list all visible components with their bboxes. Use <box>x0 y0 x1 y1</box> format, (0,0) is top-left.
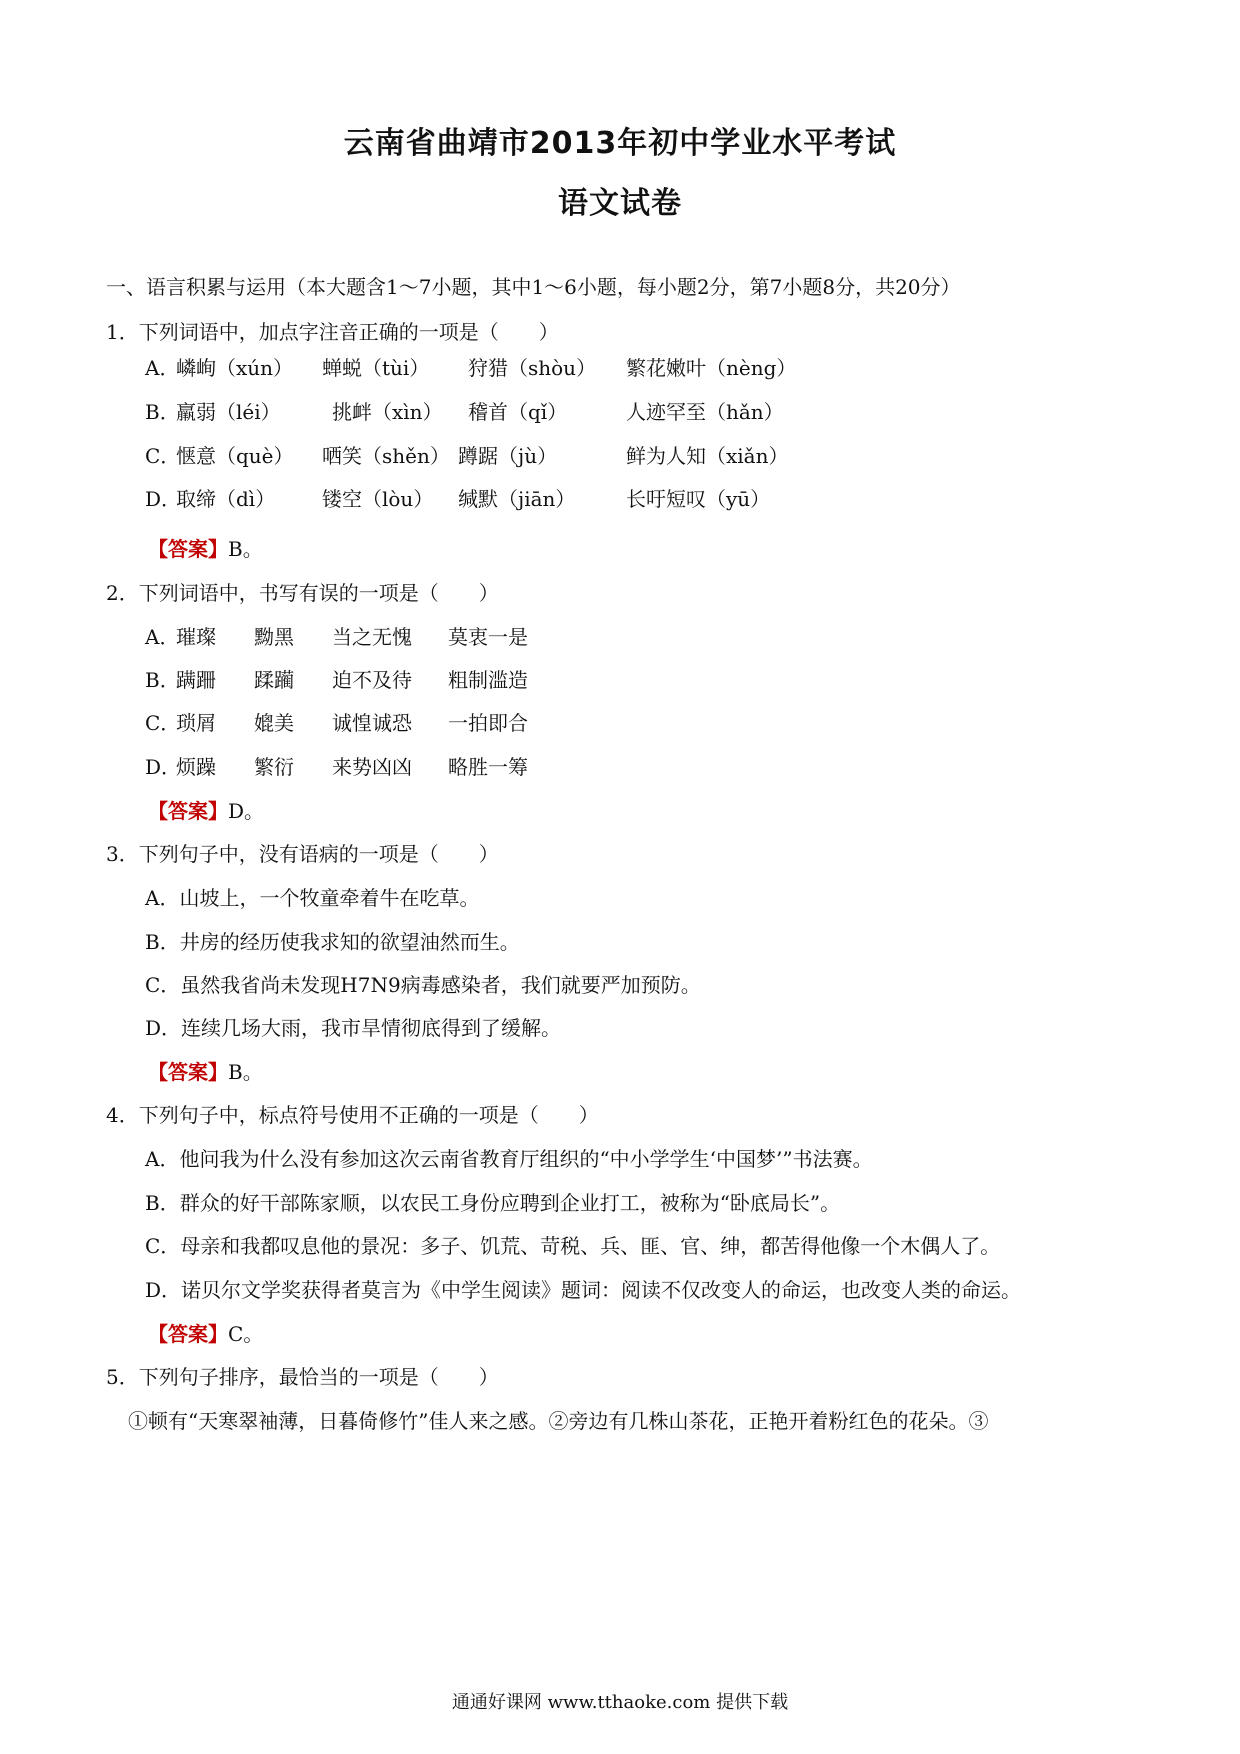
answer-tag: 【答案】 <box>148 799 228 823</box>
q3-answer <box>148 1059 263 1085</box>
option-item: 镂空（lòu） <box>322 487 434 511</box>
option-item: 稽首（qǐ） <box>468 400 568 424</box>
option-item: 惬意（què） <box>176 444 294 468</box>
page-footer: 通通好课网 www.tthaoke.com 提供下载 <box>451 1692 789 1713</box>
option-item: 嶙峋（xún） <box>176 356 294 380</box>
option-item: 粗制滥造 <box>448 668 528 692</box>
option-item: 蹲踞（jù） <box>458 444 558 468</box>
option-item: 鲜为人知（xiǎn） <box>626 444 789 468</box>
option-item: 璀璨 <box>176 625 216 649</box>
answer-value: D。 <box>228 799 265 823</box>
option-item: 人迹罕至（hǎn） <box>626 400 784 424</box>
option-item: 诚惶诚恐 <box>332 711 412 735</box>
page-subtitle: 语文试卷 <box>558 186 682 221</box>
option-item: 狩猎（shòu） <box>468 356 597 380</box>
q4-option-a: A．他问我为什么没有参加这次云南省教育厅组织的“中小学学生‘中国梦’”书法赛。 <box>145 1147 873 1171</box>
option-label: C． <box>145 711 181 735</box>
option-item: 迫不及待 <box>332 668 412 692</box>
answer-value: B。 <box>228 1060 263 1084</box>
q2-stem: 2．下列词语中，书写有误的一项是（ ） <box>106 581 499 605</box>
q4-stem: 4．下列句子中，标点符号使用不正确的一项是（ ） <box>106 1103 599 1127</box>
option-item: 繁衍 <box>254 755 294 779</box>
option-item: 一拍即合 <box>448 711 528 735</box>
q4-option-c: C．母亲和我都叹息他的景况：多子、饥荒、苛税、兵、匪、官、绅，都苦得他像一个木偶人了。 <box>145 1234 1001 1258</box>
option-item: 长吁短叹（yū） <box>626 487 771 511</box>
q5-stem: 5．下列句子排序，最恰当的一项是（ ） <box>106 1365 499 1389</box>
q4-option-d: D．诺贝尔文学奖获得者莫言为《中学生阅读》题词：阅读不仅改变人的命运，也改变人类的命运。 <box>145 1278 1022 1302</box>
option-item: 蹂躏 <box>254 668 294 692</box>
answer-tag: 【答案】 <box>148 1060 228 1084</box>
option-label: D． <box>145 755 182 779</box>
option-item: 琐屑 <box>176 711 216 735</box>
option-label: D． <box>145 487 182 511</box>
q1-stem: 1．下列词语中，加点字注音正确的一项是（ ） <box>106 320 559 344</box>
q3-option-c: C．虽然我省尚未发现H7N9病毒感染者，我们就要严加预防。 <box>145 973 701 997</box>
option-item: 取缔（dì） <box>176 487 276 511</box>
option-label: B． <box>145 400 180 424</box>
option-label: B． <box>145 668 180 692</box>
option-item: 哂笑（shěn） <box>322 444 450 468</box>
option-item: 蹒跚 <box>176 668 216 692</box>
option-item: 略胜一筹 <box>448 755 528 779</box>
option-item: 媲美 <box>254 711 294 735</box>
option-item: 缄默（jiān） <box>458 487 576 511</box>
answer-tag: 【答案】 <box>148 537 228 561</box>
option-item: 繁花嫩叶（nèng） <box>626 356 797 380</box>
option-item: 莫衷一是 <box>448 625 528 649</box>
option-item: 蝉蜕（tùi） <box>322 356 430 380</box>
q2-answer <box>148 798 264 824</box>
option-item: 羸弱（léi） <box>176 400 281 424</box>
answer-value: B。 <box>228 537 263 561</box>
option-label: A． <box>145 356 180 380</box>
option-item: 当之无愧 <box>332 625 412 649</box>
answer-value: C。 <box>228 1322 264 1346</box>
answer-tag: 【答案】 <box>148 1322 228 1346</box>
q3-option-b: B．井房的经历使我求知的欲望油然而生。 <box>145 930 520 954</box>
option-label: C． <box>145 444 181 468</box>
option-item: 挑衅（xìn） <box>332 400 443 424</box>
option-item: 黝黑 <box>254 625 294 649</box>
section-heading: 一、语言积累与运用（本大题含1～7小题，其中1～6小题，每小题2分，第7小题8分，共20分） <box>106 275 961 299</box>
q4-option-b: B．群众的好干部陈家顺，以农民工身份应聘到企业打工，被称为“卧底局长”。 <box>145 1191 841 1215</box>
option-label: A． <box>145 625 180 649</box>
q4-answer <box>148 1321 263 1347</box>
option-item: 来势凶凶 <box>332 755 412 779</box>
q5-passage: ①顿有“天寒翠袖薄，日暮倚修竹”佳人来之感。②旁边有几株山茶花，正艳开着粉红色的花朵。③ <box>128 1409 989 1433</box>
q1-answer <box>148 536 263 562</box>
q3-option-a: A．山坡上，一个牧童牵着牛在吃草。 <box>145 886 480 910</box>
page-title: 云南省曲靖市2013年初中学业水平考试 <box>343 126 897 161</box>
q3-stem: 3．下列句子中，没有语病的一项是（ ） <box>106 842 499 866</box>
option-item: 烦躁 <box>176 755 216 779</box>
q3-option-d: D．连续几场大雨，我市旱情彻底得到了缓解。 <box>145 1016 562 1040</box>
